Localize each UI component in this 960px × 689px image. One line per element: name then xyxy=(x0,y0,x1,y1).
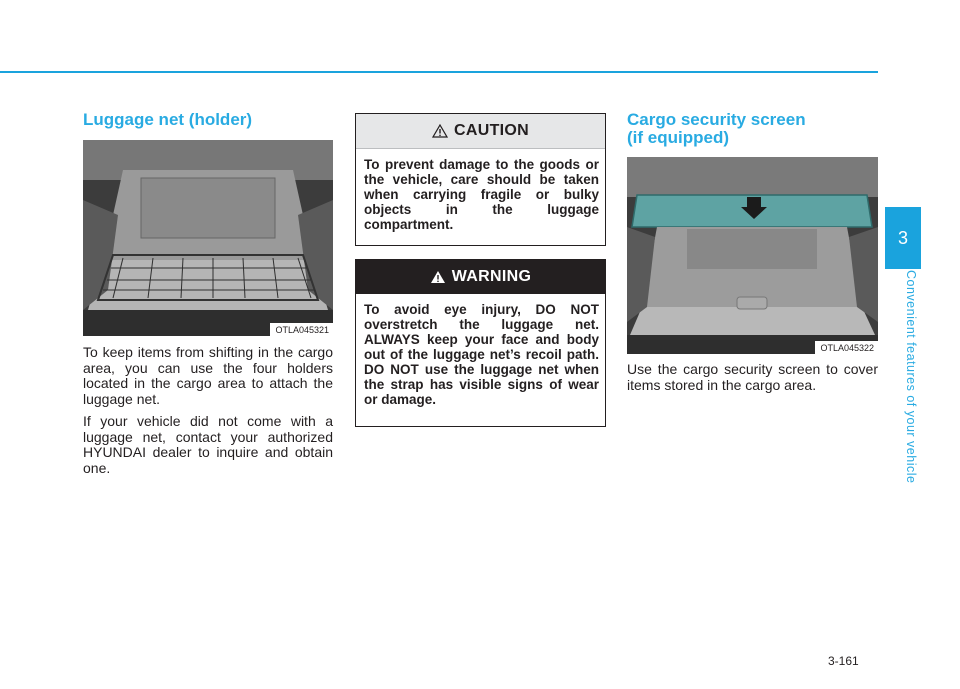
header-rule xyxy=(0,71,878,73)
cargo-screen-heading-line1: Cargo security screen xyxy=(627,110,806,129)
cargo-screen-photo xyxy=(627,157,878,354)
warning-header xyxy=(356,260,605,294)
luggage-net-photo xyxy=(83,140,333,336)
chapter-tab: 3 xyxy=(885,207,921,269)
cargo-screen-heading-line2: (if equipped) xyxy=(627,128,729,147)
caution-text: To prevent damage to the goods or the vehicle, care should be taken when carrying fragile or bulky objects in the luggage compartment. xyxy=(364,157,599,232)
luggage-net-paragraph-2: If your vehicle did not come with a luggage net, contact your authorized HYUNDAI dealer to inquire and obtain one. xyxy=(83,413,333,476)
cargo-screen-paragraph: Use the cargo security screen to cover items stored in the cargo area. xyxy=(627,361,878,393)
warning-box xyxy=(355,259,606,427)
warning-title: WARNING xyxy=(451,268,532,285)
warning-triangle-icon xyxy=(430,270,446,284)
cargo-screen-image-caption: OTLA045322 xyxy=(815,341,878,354)
chapter-title: Convenient features of your vehicle xyxy=(904,270,918,484)
luggage-net-heading: Luggage net (holder) xyxy=(83,110,253,129)
page-number: 3-161 xyxy=(828,654,859,668)
warning-text: To avoid eye injury, DO NOT overstretch the luggage net. ALWAYS keep your face and body out of the luggage net’s recoil path. DO NOT use the luggage net when the strap has visible signs of wear or damage. xyxy=(364,302,599,407)
luggage-net-image-caption: OTLA045321 xyxy=(270,323,333,336)
caution-title: CAUTION xyxy=(454,122,529,139)
cargo-screen-body xyxy=(627,362,878,400)
caution-triangle-icon xyxy=(432,124,448,138)
luggage-net-body xyxy=(83,345,333,483)
caution-box xyxy=(355,113,606,246)
cargo-screen-heading xyxy=(627,111,806,147)
luggage-net-paragraph-1: To keep items from shifting in the cargo area, you can use the four holders located in the cargo area to attach the luggage net. xyxy=(83,344,333,407)
caution-header xyxy=(356,114,605,149)
